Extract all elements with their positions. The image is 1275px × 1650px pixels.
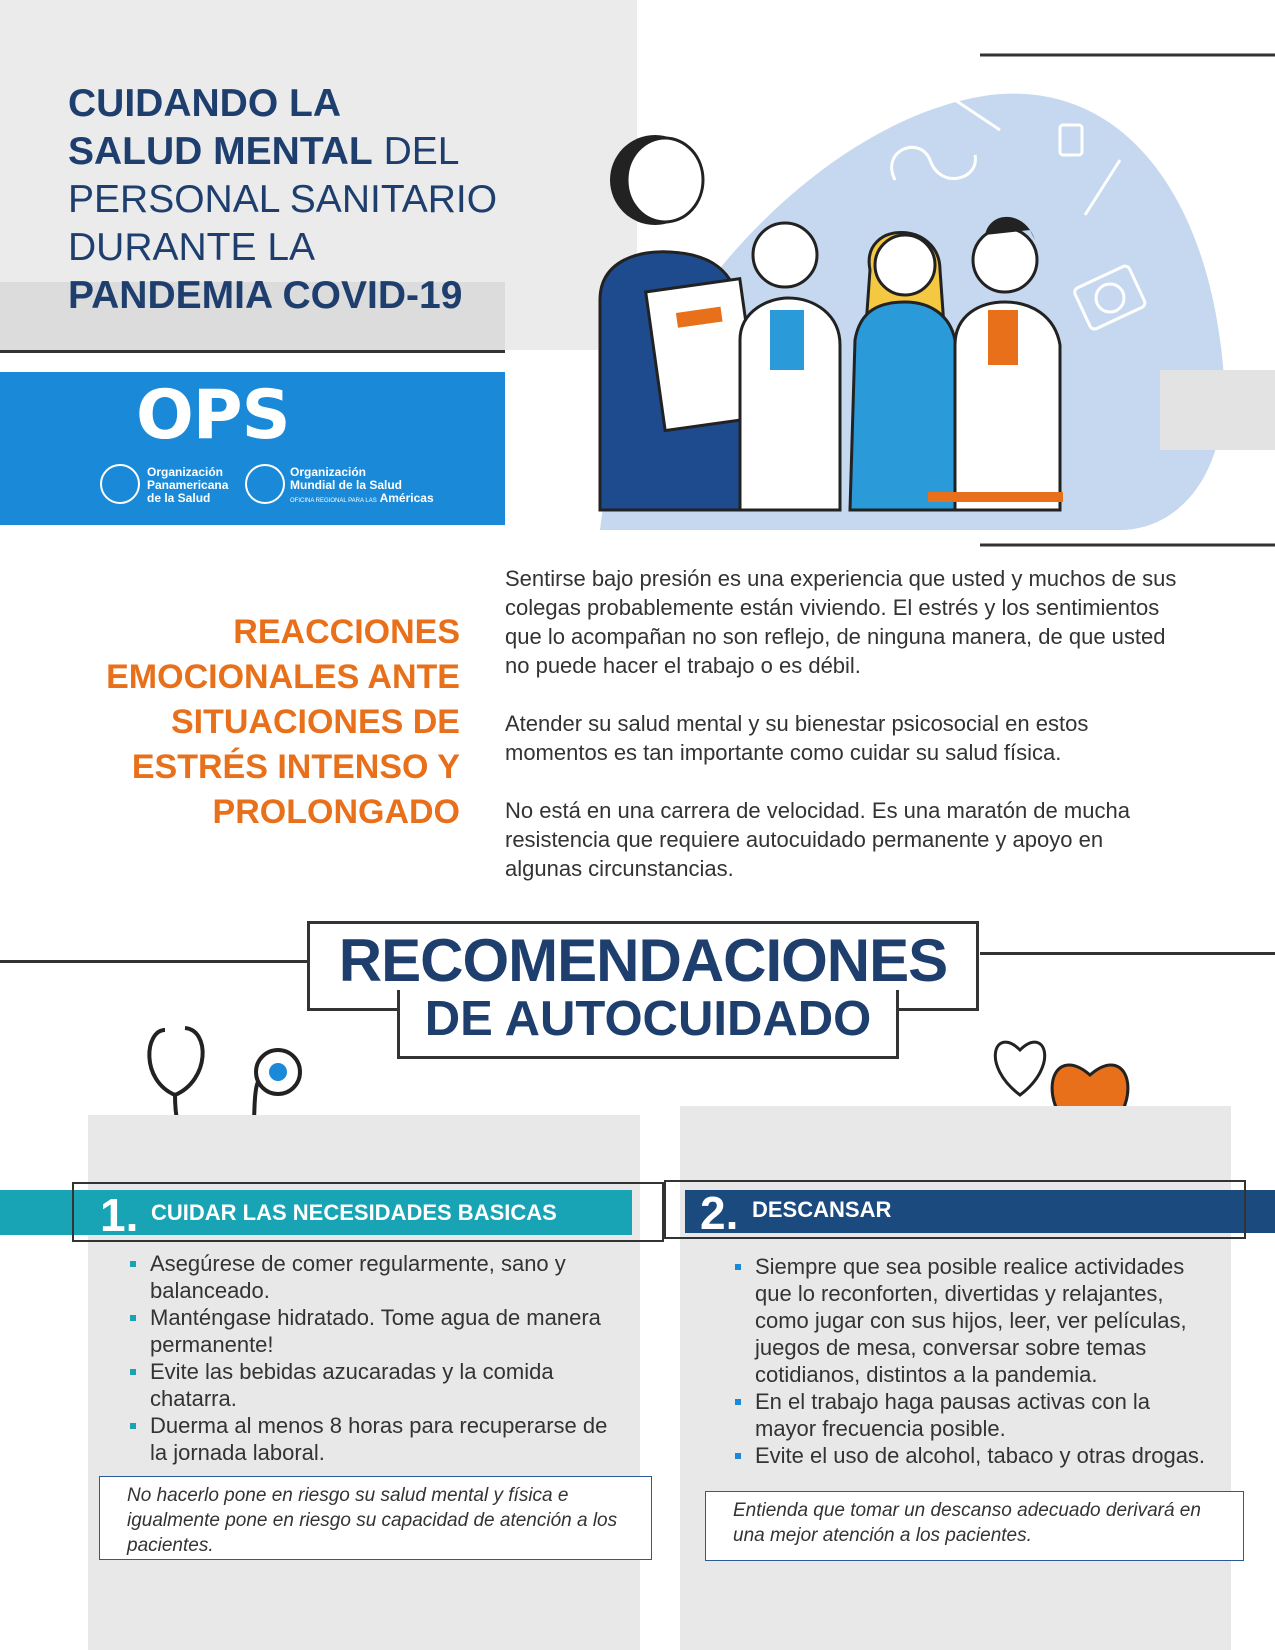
list-item: Evite el uso de alcohol, tabaco y otras drogas. — [733, 1442, 1213, 1469]
intro-paragraph: Sentirse bajo presión es una experiencia que usted y muchos de sus colegas probablemente están viviendo. El estrés y los sentimientos que lo acompañan no son reflejo, de ninguna manera, de que usted no puede hacer el trabajo o es débil. — [505, 566, 1177, 678]
who-emblem-icon — [245, 464, 285, 504]
section-2-number: 2. — [700, 1187, 739, 1239]
section-1-title: CUIDAR LAS NECESIDADES BASICAS — [151, 1200, 557, 1225]
list-item: En el trabajo haga pausas activas con la mayor frecuencia posible. — [733, 1388, 1213, 1442]
who-name: Organización Mundial de la Salud OFICINA REGIONAL PARA LAS Américas — [290, 465, 434, 505]
paho-name: Organización Panamericana de la Salud — [147, 465, 229, 505]
header-divider — [0, 350, 505, 353]
title-line-3: PERSONAL SANITARIO — [68, 178, 498, 221]
recommendations-title: RECOMENDACIONES — [338, 927, 948, 994]
list-item: Duerma al menos 8 horas para recuperarse de la jornada laboral. — [128, 1412, 608, 1466]
section-1-note: No hacerlo pone en riesgo su salud mental y física e igualmente pone en riesgo su capacidad de atención a los pacientes. — [99, 1476, 652, 1560]
section-2-title: DESCANSAR — [752, 1197, 892, 1222]
title-line-1: CUIDANDO LA — [68, 82, 341, 125]
list-item: Manténgase hidratado. Tome agua de manera permanente! — [128, 1304, 608, 1358]
section-1-list — [128, 1250, 608, 1466]
ops-logo-word: OPS — [136, 376, 290, 455]
paho-seal-icon — [100, 464, 140, 504]
section-1-number: 1. — [100, 1189, 139, 1241]
intro-paragraph: No está en una carrera de velocidad. Es una maratón de mucha resistencia que requiere autocuidado permanente y apoyo en algunas circunstancias. — [505, 798, 1130, 881]
recommendations-subtitle: DE AUTOCUIDADO — [424, 992, 872, 1046]
reactions-heading: REACCIONES EMOCIONALES ANTE SITUACIONES DE ESTRÉS INTENSO Y PROLONGADO — [106, 613, 460, 831]
intro-text — [505, 564, 1185, 912]
list-item: Asegúrese de comer regularmente, sano y balanceado. — [128, 1250, 608, 1304]
title-line-5: PANDEMIA COVID-19 — [68, 274, 463, 317]
section-2-list — [733, 1253, 1213, 1469]
list-item: Siempre que sea posible realice actividades que lo reconforten, divertidas y relajantes, como jugar con sus hijos, leer, ver películas, juegos de mesa, conversar sobre temas cotidianos, distintos a la pandemia. — [733, 1253, 1213, 1388]
divider-left — [0, 960, 310, 963]
title-line-4: DURANTE LA — [68, 226, 316, 269]
page-title — [68, 80, 588, 320]
intro-paragraph: Atender su salud mental y su bienestar psicosocial en estos momentos es tan importante como cuidar su salud física. — [505, 711, 1089, 765]
health-workers-illustration — [560, 40, 1275, 550]
section-2-note: Entienda que tomar un descanso adecuado derivará en una mejor atención a los pacientes. — [705, 1491, 1244, 1561]
list-item: Evite las bebidas azucaradas y la comida chatarra. — [128, 1358, 608, 1412]
title-line-2: SALUD MENTAL DEL — [68, 130, 460, 173]
divider-right — [980, 952, 1275, 955]
